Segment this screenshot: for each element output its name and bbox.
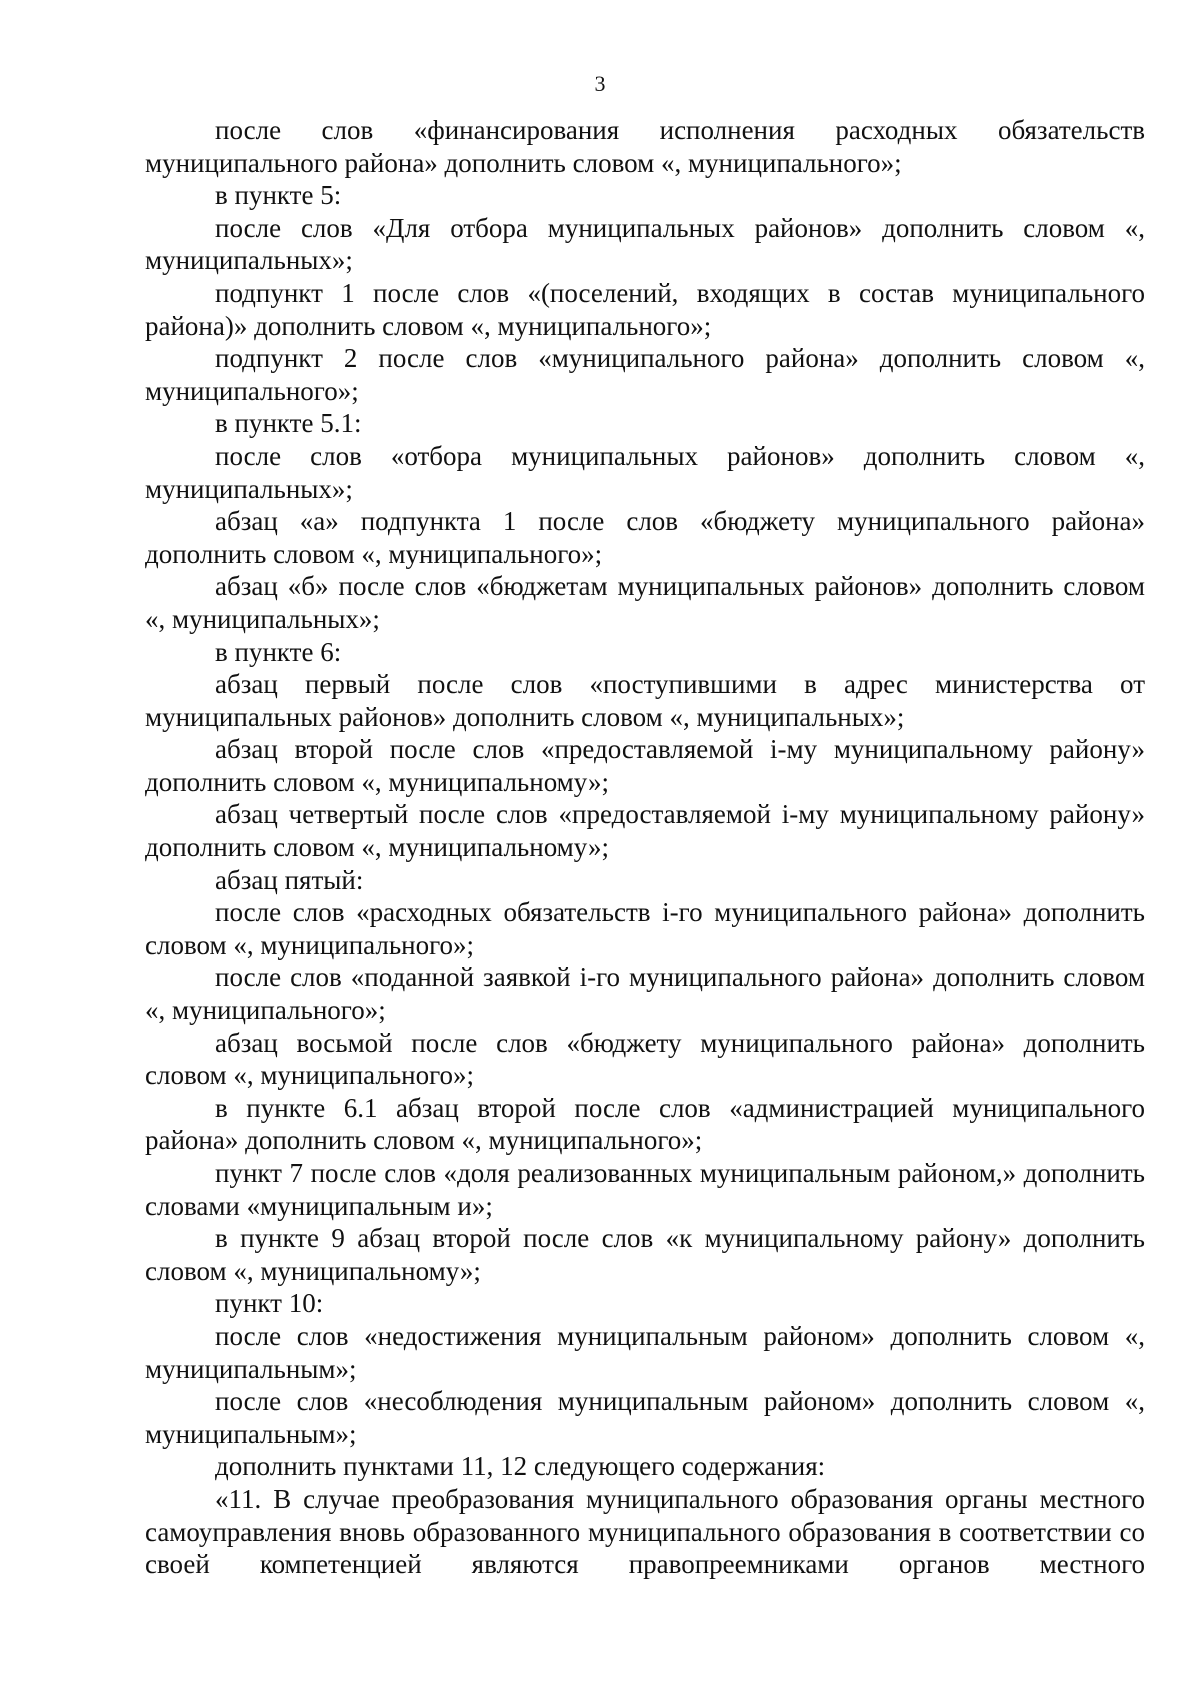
paragraph: после слов «недостижения муниципальным районом» дополнить словом «, муниципальным»;	[145, 1320, 1145, 1384]
paragraph: абзац восьмой после слов «бюджету муниципального района» дополнить словом «, муниципального»;	[145, 1027, 1145, 1091]
paragraph: после слов «финансирования исполнения расходных обязательств муниципального района» дополнить словом «, муниципального»;	[145, 115, 1145, 178]
paragraph: подпункт 1 после слов «(поселений, входящих в состав муниципального района)» дополнить словом «, муниципального»;	[145, 277, 1145, 341]
paragraph: в пункте 6:	[215, 636, 342, 667]
paragraph: пункт 10:	[215, 1288, 324, 1319]
paragraph: «11. В случае преобразования муниципального образования органы местного самоуправления вновь образованного муниципального образования в соответствии со своей компетенцией являются правопреемниками органов местного	[145, 1483, 1145, 1580]
paragraph: абзац «а» подпункта 1 после слов «бюджету муниципального района» дополнить словом «, муниципального»;	[145, 506, 1145, 569]
paragraph: после слов «расходных обязательств i-го муниципального района» дополнить словом «, муниципального»;	[145, 897, 1145, 960]
paragraph: в пункте 9 абзац второй после слов «к муниципальному району» дополнить словом «, муниципальному»;	[145, 1223, 1145, 1286]
paragraph: пункт 7 после слов «доля реализованных муниципальным районом,» дополнить словами «муниципальным и»;	[145, 1158, 1145, 1221]
document-body	[145, 114, 1145, 1581]
paragraph: после слов «отбора муниципальных районов» дополнить словом «, муниципальных»;	[145, 440, 1145, 504]
paragraph: в пункте 5.1:	[215, 408, 362, 439]
paragraph: дополнить пунктами 11, 12 следующего содержания:	[215, 1451, 826, 1482]
paragraph: абзац пятый:	[215, 864, 364, 895]
page-number: 3	[594, 71, 606, 96]
paragraph: абзац «б» после слов «бюджетам муниципальных районов» дополнить словом «, муниципальных»;	[145, 571, 1145, 634]
paragraph: в пункте 5:	[215, 180, 342, 211]
paragraph: абзац первый после слов «поступившими в адрес министерства от муниципальных районов» дополнить словом «, муниципальных»;	[145, 669, 1145, 732]
paragraph: после слов «поданной заявкой i-го муниципального района» дополнить словом «, муниципального»;	[145, 962, 1145, 1026]
paragraph: абзац четвертый после слов «предоставляемой i-му муниципальному району» дополнить словом «, муниципальному»;	[145, 799, 1145, 863]
paragraph: после слов «Для отбора муниципальных районов» дополнить словом «, муниципальных»;	[145, 212, 1145, 276]
paragraph: абзац второй после слов «предоставляемой i-му муниципальному району» дополнить словом «, муниципальному»;	[145, 734, 1145, 797]
paragraph: после слов «несоблюдения муниципальным районом» дополнить словом «, муниципальным»;	[145, 1386, 1145, 1449]
paragraph: подпункт 2 после слов «муниципального района» дополнить словом «, муниципального»;	[145, 343, 1145, 406]
paragraph: в пункте 6.1 абзац второй после слов «администрацией муниципального района» дополнить словом «, муниципального»;	[145, 1092, 1145, 1156]
